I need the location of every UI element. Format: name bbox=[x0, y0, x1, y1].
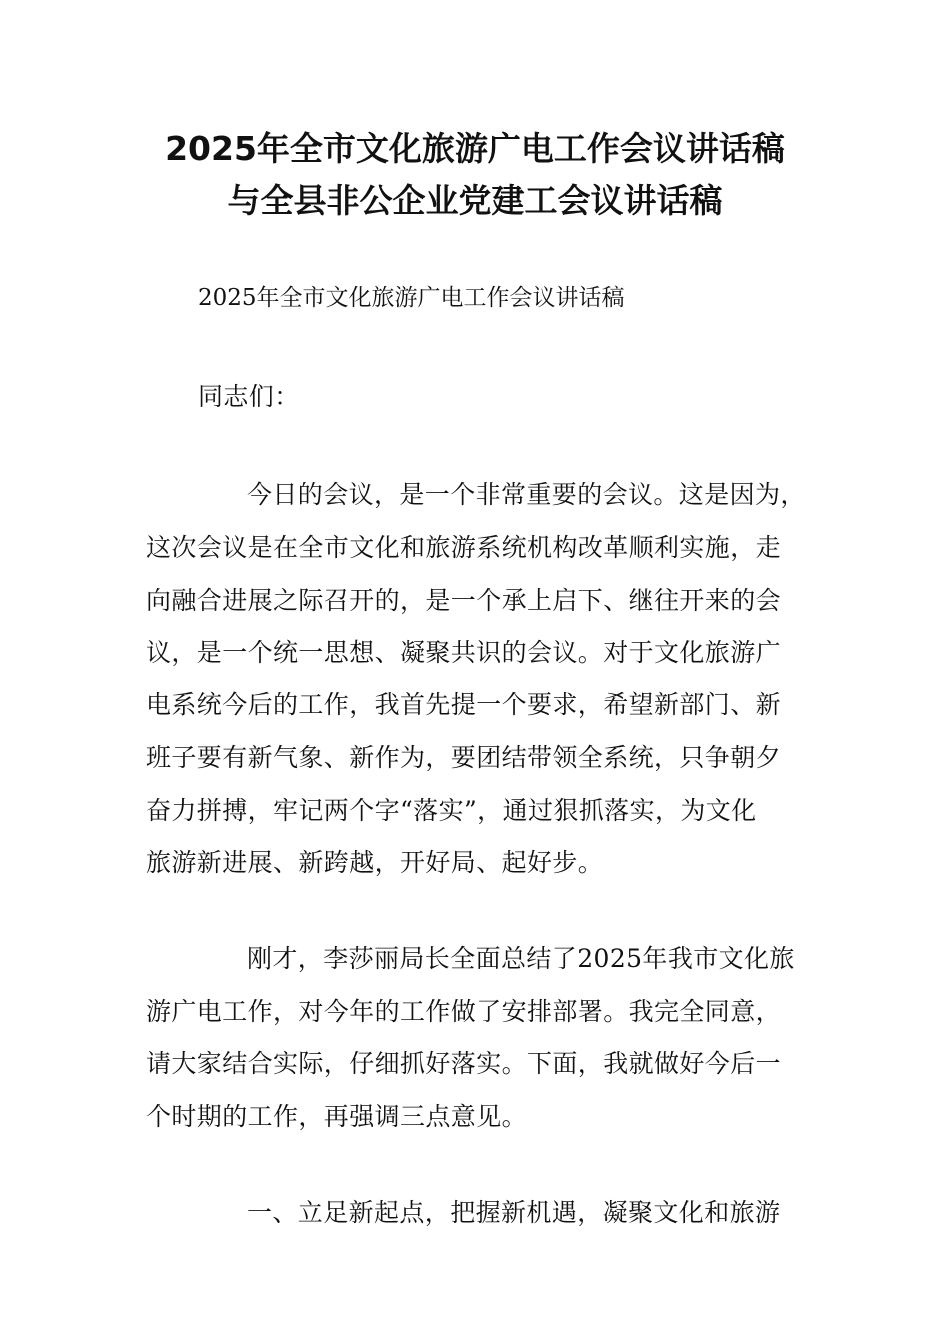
paragraph-1-line: 奋力拼搏，牢记两个字“落实”，通过狠抓落实，为文化 bbox=[146, 796, 757, 825]
paragraph-2-line: 请大家结合实际，仔细抓好落实。下面，我就做好今后一 bbox=[146, 1049, 782, 1078]
greeting: 同志们： bbox=[198, 382, 300, 411]
document-title-line-2: 与全县非公企业党建工会议讲话稿 bbox=[227, 181, 723, 220]
paragraph-1-line: 向融合进展之际召开的，是一个承上启下、继往开来的会 bbox=[146, 586, 782, 615]
document-title-line-1: 2025年全市文化旅游广电工作会议讲话稿 bbox=[165, 129, 785, 168]
paragraph-1-line: 今日的会议，是一个非常重要的会议。这是因为， bbox=[247, 480, 806, 509]
paragraph-2-line: 个时期的工作，再强调三点意见。 bbox=[146, 1102, 528, 1131]
paragraph-1-line: 这次会议是在全市文化和旅游系统机构改革顺利实施，走 bbox=[146, 533, 782, 562]
paragraph-1-line: 电系统今后的工作，我首先提一个要求，希望新部门、新 bbox=[146, 690, 782, 719]
paragraph-1-line: 旅游新进展、新跨越，开好局、起好步。 bbox=[146, 848, 604, 877]
paragraph-2-line: 游广电工作，对今年的工作做了安排部署。我完全同意， bbox=[146, 997, 782, 1026]
paragraph-1-line: 议，是一个统一思想、凝聚共识的会议。对于文化旅游广 bbox=[146, 638, 782, 667]
paragraph-3-line: 一、立足新起点，把握新机遇，凝聚文化和旅游 bbox=[247, 1198, 781, 1227]
section-subtitle: 2025年全市文化旅游广电工作会议讲话稿 bbox=[198, 285, 625, 311]
paragraph-2-line: 刚才，李莎丽局长全面总结了2025年我市文化旅 bbox=[247, 944, 795, 973]
paragraph-1-line: 班子要有新气象、新作为，要团结带领全系统，只争朝夕 bbox=[146, 743, 782, 772]
